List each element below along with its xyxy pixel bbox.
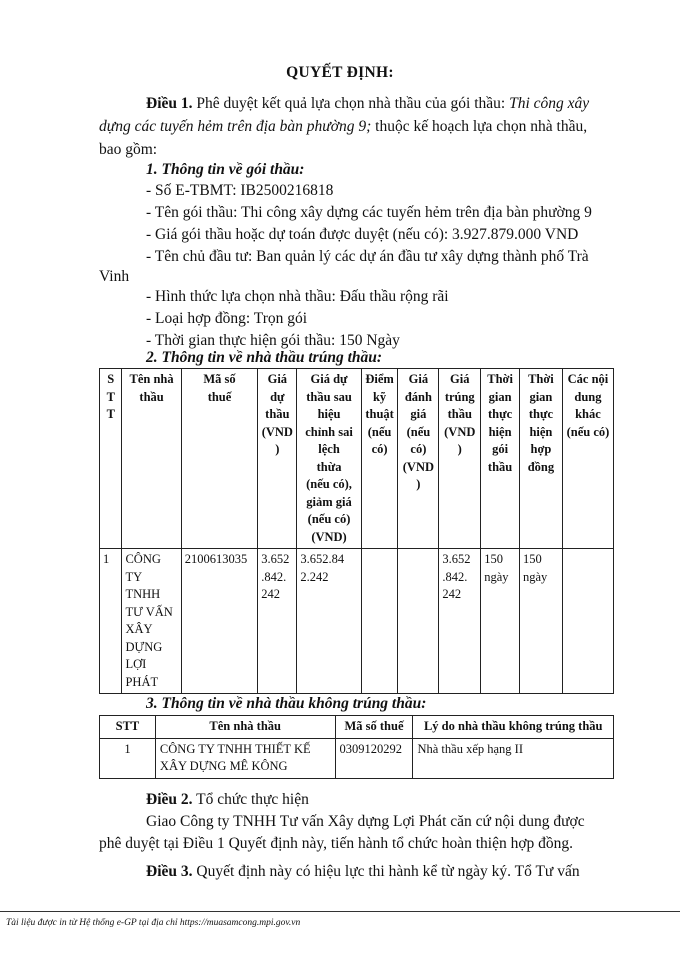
dieu3-line1 — [146, 861, 580, 883]
section3-heading: 3. Thông tin về nhà thầu không trúng thầu: — [146, 695, 427, 712]
dieu1-text-a: Phê duyệt kết quả lựa chọn nhà thầu của gói thầu: — [192, 95, 510, 112]
dieu2-line3: phê duyệt tại Điều 1 Quyết định này, tiến hành tổ chức hoàn thiện hợp đồng. — [99, 835, 574, 852]
loser-cell-reason: Nhà thầu xếp hạng II — [413, 738, 614, 778]
dieu1-line2-italic: dựng các tuyến hẻm trên địa bàn phường 9; — [99, 118, 372, 135]
section1-item-3: - Tên chủ đầu tư: Ban quản lý các dự án đầu tư xây dựng thành phố Trà — [146, 248, 589, 265]
winner-cell-package-time: 150 ngày — [481, 549, 520, 694]
section1-item-0: - Số E-TBMT: IB2500216818 — [146, 182, 334, 199]
section1-item2-1: - Loại hợp đồng: Trọn gói — [146, 310, 308, 327]
section1-item2-0: - Hình thức lựa chọn nhà thầu: Đấu thầu rộng rãi — [146, 288, 449, 305]
loser-header-tax: Mã số thuế — [335, 716, 413, 739]
winner-cell-tech-score — [361, 549, 398, 694]
winner-cell-other — [562, 549, 613, 694]
winner-cell-win-price: 3.652 .842. 242 — [439, 549, 481, 694]
section2-heading: 2. Thông tin về nhà thầu trúng thầu: — [146, 349, 383, 366]
winner-cell-tax: 2100613035 — [181, 549, 258, 694]
section1-item2-2: - Thời gian thực hiện gói thầu: 150 Ngày — [146, 332, 400, 349]
winner-header-contract-time: Thời gian thực hiện hợp đồng — [519, 369, 562, 549]
winner-header-stt: S T T — [100, 369, 122, 549]
loser-header-name: Tên nhà thầu — [155, 716, 335, 739]
winner-header-win-price: Giá trúng thầu (VND ) — [439, 369, 481, 549]
section1-item-1: - Tên gói thầu: Thi công xây dựng các tuyến hẻm trên địa bàn phường 9 — [146, 204, 592, 221]
loser-cell-stt: 1 — [100, 738, 156, 778]
dieu1-label: Điều 1. — [146, 95, 193, 112]
winner-table-header-row — [100, 369, 614, 549]
winner-header-bid-price: Giá dự thầu (VND ) — [258, 369, 297, 549]
winner-cell-adjusted-price: 3.652.84 2.242 — [297, 549, 361, 694]
loser-table-header-row — [100, 716, 614, 739]
page-title: QUYẾT ĐỊNH: — [286, 64, 394, 81]
dieu1-italic: Thi công xây — [509, 95, 590, 112]
dieu1-line2 — [99, 116, 587, 138]
loser-header-reason: Lý do nhà thầu không trúng thầu — [413, 716, 614, 739]
winner-header-tech-score: Điểm kỹ thuật (nếu có) — [361, 369, 398, 549]
winner-table — [99, 368, 614, 694]
winner-cell-stt: 1 — [100, 549, 122, 694]
dieu1-line3: bao gồm: — [99, 141, 158, 158]
winner-cell-bid-price: 3.652 .842. 242 — [258, 549, 297, 694]
winner-cell-contract-time: 150 ngày — [519, 549, 562, 694]
section1-item-2: - Giá gói thầu hoặc dự toán được duyệt (nếu có): 3.927.879.000 VND — [146, 226, 579, 243]
loser-header-stt: STT — [100, 716, 156, 739]
winner-header-adjusted-price: Giá dự thầu sau hiệu chỉnh sai lệch thừa (nếu có), giảm giá (nếu có) (VND) — [297, 369, 361, 549]
winner-cell-name: CÔNG TY TNHH TƯ VẤN XÂY DỰNG LỢI PHÁT — [122, 549, 181, 694]
table-row — [100, 549, 614, 694]
dieu3-text: Quyết định này có hiệu lực thi hành kể từ ngày ký. Tổ Tư vấn — [192, 863, 580, 880]
dieu2-text: Tổ chức thực hiện — [192, 791, 309, 808]
footer-divider — [0, 911, 680, 912]
loser-cell-name: CÔNG TY TNHH THIẾT KẾ XÂY DỰNG MÊ KÔNG — [155, 738, 335, 778]
winner-header-eval-price: Giá đánh giá (nếu có) (VND ) — [398, 369, 439, 549]
dieu2-line2: Giao Công ty TNHH Tư vấn Xây dựng Lợi Phát căn cứ nội dung được — [146, 813, 585, 830]
winner-header-package-time: Thời gian thực hiện gói thầu — [481, 369, 520, 549]
dieu3-label: Điều 3. — [146, 863, 193, 880]
dieu1-line2-text: thuộc kế hoạch lựa chọn nhà thầu, — [371, 118, 588, 135]
table-row — [100, 738, 614, 778]
section1-wrap: Vinh — [99, 268, 130, 285]
dieu2-label: Điều 2. — [146, 791, 193, 808]
dieu2-line1 — [146, 789, 309, 811]
dieu1-line1 — [146, 93, 589, 115]
footer-note: Tài liệu được in từ Hệ thống e-GP tại địa chỉ https://muasamcong.mpi.gov.vn — [6, 918, 301, 928]
winner-header-name: Tên nhà thầu — [122, 369, 181, 549]
loser-table — [99, 715, 614, 779]
loser-cell-tax: 0309120292 — [335, 738, 413, 778]
winner-header-tax: Mã số thuế — [181, 369, 258, 549]
winner-cell-eval-price — [398, 549, 439, 694]
winner-header-other: Các nội dung khác (nếu có) — [562, 369, 613, 549]
section1-heading: 1. Thông tin về gói thầu: — [146, 161, 305, 178]
